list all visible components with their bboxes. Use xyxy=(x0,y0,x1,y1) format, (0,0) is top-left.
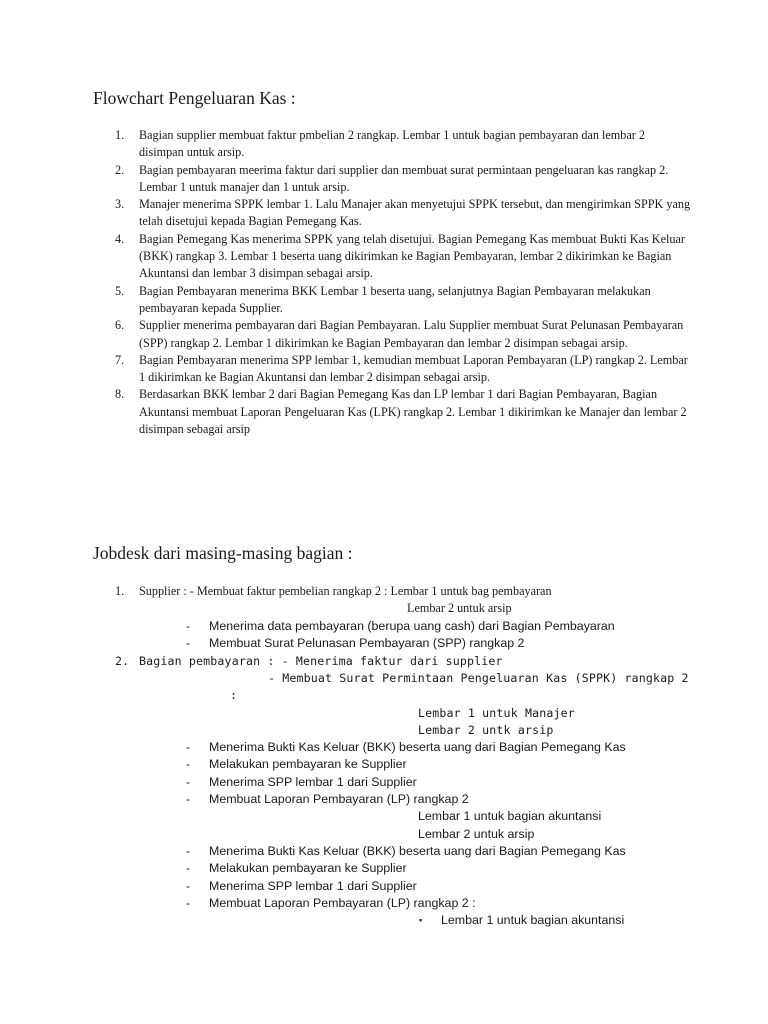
pembayaran-bullet: Melakukan pembayaran ke Supplier xyxy=(209,861,407,875)
dash-marker: - xyxy=(186,619,191,633)
dash-marker: - xyxy=(186,775,191,789)
dash-marker: - xyxy=(186,879,191,893)
step-text: Bagian Pembayaran menerima SPP lembar 1, kemudian membuat Laporan Pembayaran (LP) rangkap 2. Lembar 1 dikirimkan ke Bagian Akuntansi dan lembar 2 disimpan sebagai arsip. xyxy=(139,352,688,385)
flowchart-heading: Flowchart Pengeluaran Kas : xyxy=(93,88,296,108)
dash-marker: - xyxy=(186,792,191,806)
pembayaran-bullet: Melakukan pembayaran ke Supplier xyxy=(209,757,407,771)
pembayaran-bullet: Menerima Bukti Kas Keluar (BKK) beserta uang dari Bagian Pemegang Kas xyxy=(209,844,626,858)
pembayaran-bullet: Menerima Bukti Kas Keluar (BKK) beserta uang dari Bagian Pemegang Kas xyxy=(209,740,626,754)
step-number: 8. xyxy=(115,387,125,402)
lp-sublist-item: Lembar 1 untuk bagian akuntansi xyxy=(418,809,602,823)
dash-marker: - xyxy=(186,861,191,875)
step-text: Berdasarkan BKK lembar 2 dari Bagian Pemegang Kas dan LP lembar 1 dari Bagian Pembayaran, Bagian Akuntansi membuat Laporan Pengeluaran Kas (LPK) rangkap 2. Lembar 1 dikirimkan ke Manajer dan lembar 2 disimpan sebagai arsip xyxy=(139,387,687,437)
step-number: 1. xyxy=(115,128,125,142)
step-text: Bagian Pembayaran menerima BKK Lembar 1 beserta uang, selanjutnya Bagian Pembayaran melakukan pembayaran kepada Supplier. xyxy=(139,283,651,315)
step-text: Bagian pembayaran meerima faktur dari supplier dan membuat surat permintaan pengeluaran kas rangkap 2. Lembar 1 untuk manajer dan 1 untuk arsip. xyxy=(139,162,669,194)
dash-marker: - xyxy=(186,740,191,754)
pembayaran-bullet: Menerima SPP lembar 1 dari Supplier xyxy=(209,775,417,789)
supplier-bullet: Membuat Surat Pelunasan Pembayaran (SPP) rangkap 2 xyxy=(209,636,525,650)
pembayaran-sublist-item: Lembar 1 untuk Manajer xyxy=(418,706,575,720)
flowchart-step xyxy=(0,317,768,352)
step-number: 5. xyxy=(115,283,125,298)
step-number: 2. xyxy=(115,162,125,177)
pembayaran-bullet: Membuat Laporan Pembayaran (LP) rangkap 2 xyxy=(209,792,469,806)
pembayaran-bullet: Membuat Laporan Pembayaran (LP) rangkap 2 : xyxy=(209,896,476,910)
supplier-line: Supplier : - Membuat faktur pembelian rangkap 2 : Lembar 1 untuk bag pembayaran xyxy=(139,584,552,598)
dash-marker: - xyxy=(186,896,191,910)
pembayaran-bullet: Menerima SPP lembar 1 dari Supplier xyxy=(209,879,417,893)
flowchart-step xyxy=(0,386,768,438)
pembayaran-number: 2. xyxy=(115,654,130,668)
square-bullet-icon: ▪ xyxy=(419,915,423,925)
dash-marker: - xyxy=(186,757,191,771)
flowchart-step xyxy=(0,196,768,231)
pembayaran-sublist-item: Lembar 2 untk arsip xyxy=(418,723,554,737)
dash-marker: - xyxy=(186,636,191,650)
flowchart-step xyxy=(0,352,768,387)
pembayaran-line-2: - Membuat Surat Permintaan Pengeluaran Kas (SPPK) rangkap 2 xyxy=(268,671,689,685)
step-text: Bagian Pemegang Kas menerima SPPK yang telah disetujui. Bagian Pemegang Kas membuat Bukti Kas Keluar (BKK) rangkap 3. Lembar 1 beserta uang dikirimkan ke Bagian Pembayaran, lembar 2 dikirimkan ke Bagian Akuntansi dan lembar 3 disimpan sebagai arsip. xyxy=(139,231,685,281)
supplier-number: 1. xyxy=(115,584,125,598)
lp-sublist-item: Lembar 1 untuk bagian akuntansi xyxy=(441,913,625,927)
step-number: 6. xyxy=(115,318,125,333)
jobdesk-heading: Jobdesk dari masing-masing bagian : xyxy=(93,543,353,563)
flowchart-step xyxy=(0,162,768,197)
dash-marker: - xyxy=(186,844,191,858)
flowchart-steps-list xyxy=(0,127,768,438)
supplier-bullet: Menerima data pembayaran (berupa uang cash) dari Bagian Pembayaran xyxy=(209,619,615,633)
flowchart-step xyxy=(0,283,768,318)
step-text: Manajer menerima SPPK lembar 1. Lalu Manajer akan menyetujui SPPK tersebut, dan mengirimkan SPPK yang telah disetujui kepada Bagian Pemegang Kas. xyxy=(139,197,691,229)
step-number: 7. xyxy=(115,352,125,367)
step-text: Supplier menerima pembayaran dari Bagian Pembayaran. Lalu Supplier membuat Surat Pelunasan Pembayaran (SPP) rangkap 2. Lembar 1 dikirimkan ke Bagian Pembayaran dan lembar 2 disimpan sebagai arsip. xyxy=(139,318,684,350)
supplier-sublist-item: Lembar 2 untuk arsip xyxy=(407,601,512,615)
step-text: Bagian supplier membuat faktur pmbelian 2 rangkap. Lembar 1 untuk bagian pembayaran dan lembar 2 disimpan untuk arsip. xyxy=(139,128,645,160)
colon-marker: : xyxy=(230,688,238,702)
flowchart-step xyxy=(0,231,768,283)
step-number: 4. xyxy=(115,231,125,246)
flowchart-step xyxy=(0,127,768,162)
step-number: 3. xyxy=(115,197,125,212)
pembayaran-line: Bagian pembayaran : - Menerima faktur dari supplier xyxy=(139,654,503,668)
lp-sublist-item: Lembar 2 untuk arsip xyxy=(418,827,535,841)
